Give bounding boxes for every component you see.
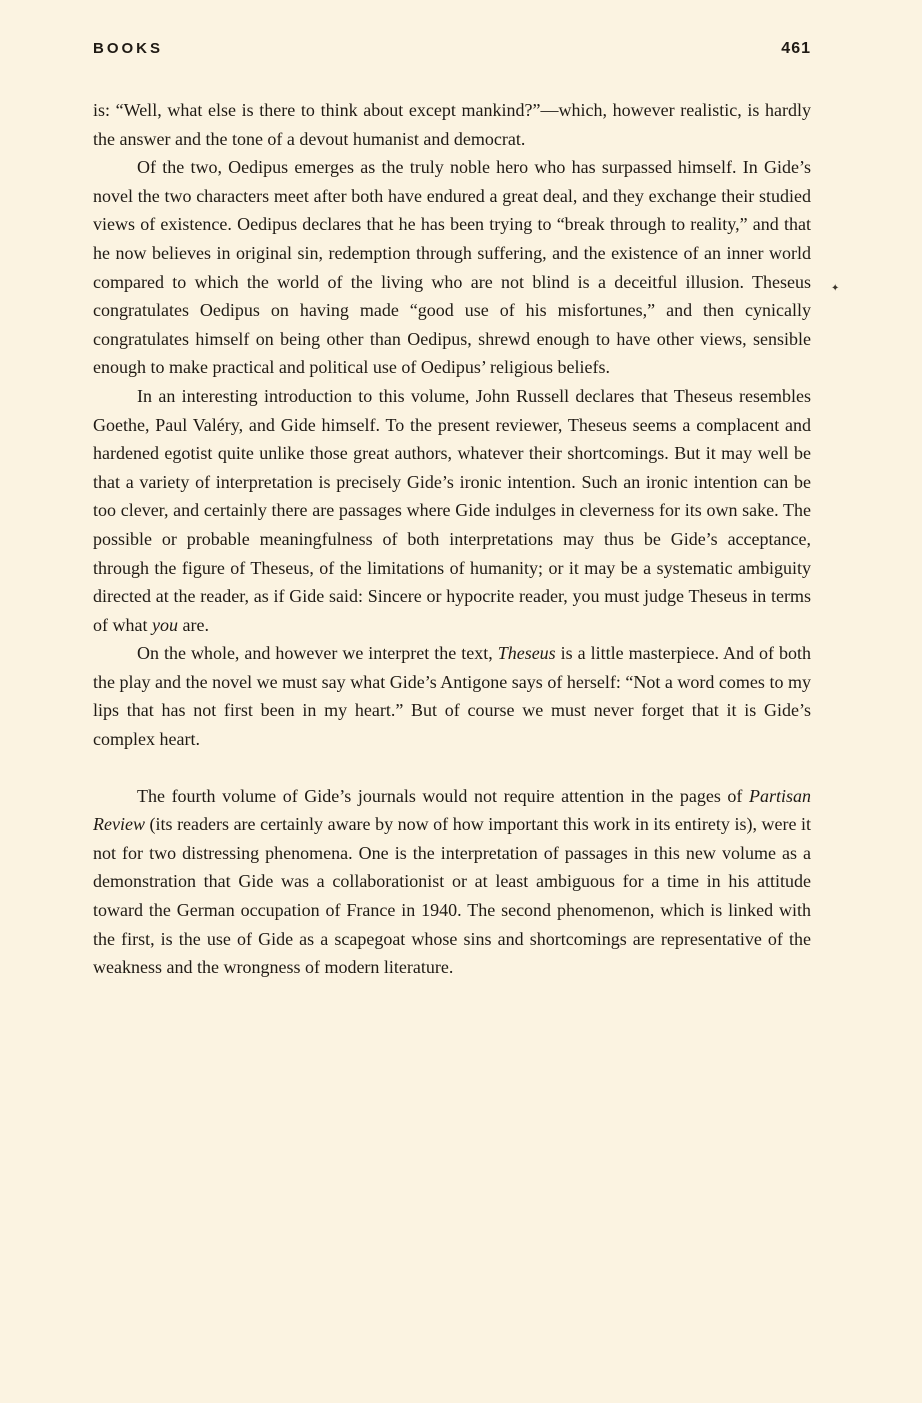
body-paragraph (93, 153, 811, 382)
paragraph-text: is: “Well, what else is there to think about except mankind?”—which, however realistic, is hardly the answer and the tone of a devout humanist and democrat. (93, 100, 811, 149)
section-title: BOOKS (93, 40, 164, 57)
paragraph-text: (its readers are certainly aware by now of how important this work in its entirety is), were it not for two distressing phenomena. One is the interpretation of passages in this new volume as a demonstration that Gide was a collaborationist or at least ambiguous for a time in his attitude toward the German occupation of France in 1940. The second phenomenon, which is linked with the first, is the use of Gide as a scapegoat whose sins and shortcomings are representative of the weakness and the wrongness of modern literature. (93, 814, 811, 978)
italic-text: Partisan Review (93, 785, 811, 835)
body-paragraph (93, 639, 811, 753)
paragraph-text: Of the two, Oedipus emerges as the truly noble hero who has surpassed himself. In Gide’s novel the two characters meet after both have endured a great deal, and they exchange their studied views of existence. Oedipus declares that he has been trying to “break through to reality,” and that he now believes in original sin, redemption through suffering, and the existence of an inner world compared to which the world of the living who are not blind is a deceitful illusion. Theseus congratulates Oedipus on having made “good use of his misfortunes,” and then cynically congratulates himself on being other than Oedipus, shrewd enough to have other views, sensible enough to make practical and political use of Oedipus’ religious beliefs. (93, 157, 811, 378)
page-number: 461 (781, 40, 811, 57)
paragraph-text: In an interesting introduction to this volume, John Russell declares that Theseus resembles Goethe, Paul Valéry, and Gide himself. To the present reviewer, Theseus seems a complacent and hardened egotist quite unlike those great authors, whatever their shortcomings. But it may well be that a variety of interpretation is precisely Gide’s ironic intention. Such an ironic intention can be too clever, and certainly there are passages where Gide indulges in cleverness for its own sake. The possible or probable meaningfulness of both interpretations may thus be Gide’s acceptance, through the figure of Theseus, of the limitations of humanity; or it may be a systematic ambiguity directed at the reader, as if Gide said: Sincere or hypocrite reader, you must judge Theseus in terms of what (93, 385, 811, 635)
body-text (93, 96, 811, 982)
body-paragraph (93, 96, 811, 153)
paragraph-text: The fourth volume of Gide’s journals would not require attention in the pages of (137, 785, 749, 806)
body-paragraph (93, 382, 811, 639)
paragraph-text: are. (177, 614, 209, 635)
italic-text: you (151, 614, 178, 635)
paragraph-text: On the whole, and however we interpret the text, (137, 643, 498, 664)
running-head (93, 40, 811, 68)
body-paragraph (93, 782, 811, 982)
italic-text: Theseus (497, 643, 556, 664)
paragraph-text: is a little masterpiece. And of both the play and the novel we must say what Gide’s Antigone says of herself: “Not a word comes to my lips that has not first been in my heart.” But of course we must never forget that it is Gide’s complex heart. (93, 643, 811, 750)
stray-ink-mark: ✦ (831, 283, 840, 294)
